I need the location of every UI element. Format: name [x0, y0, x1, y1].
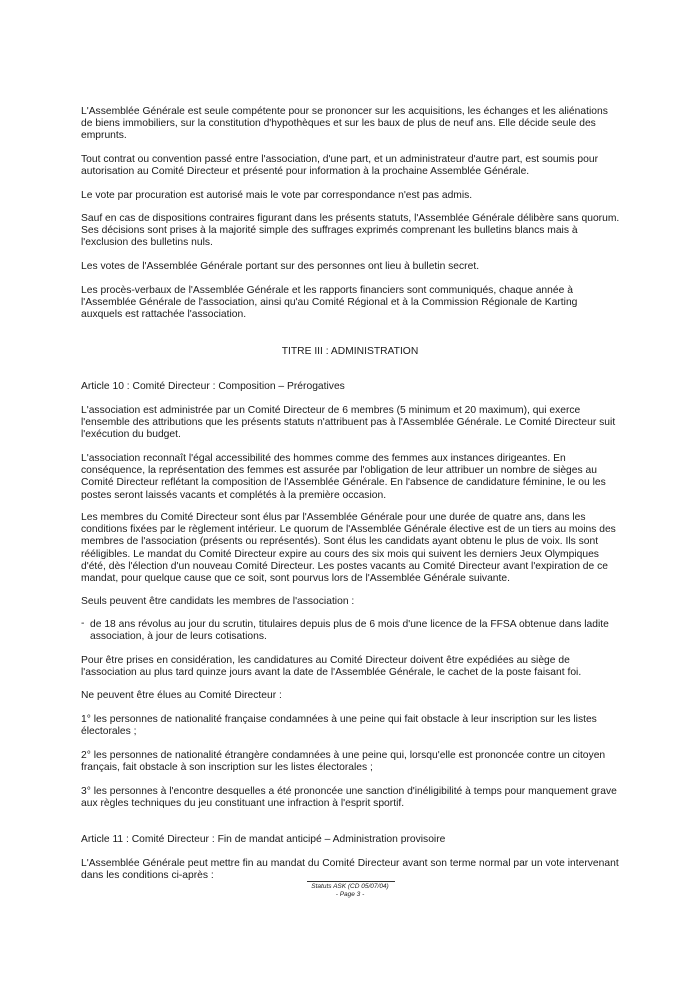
- footer-divider: [307, 881, 395, 882]
- article-11-heading: Article 11 : Comité Directeur : Fin de mandat anticipé – Administration provisoire: [81, 834, 446, 845]
- paragraph-quorum: Sauf en cas de dispositions contraires figurant dans les présents statuts, l'Assemblée Générale délibère sans quorum. Ses décisions sont prises à la majorité simple des suffrages exprimés comprenant les bulletins blancs mais à l'exclusion des bulletins nuls.: [81, 213, 620, 249]
- article-10-item-3: 3° les personnes à l'encontre desquelles a été prononcée une sanction d'inéligibilité à temps pour manquement grave aux règles techniques du jeu constituant une infraction à l'esprit sportif.: [81, 786, 617, 810]
- article-10-paragraph-election: Les membres du Comité Directeur sont élus par l'Assemblée Générale pour une durée de quatre ans, dans les conditions fixées par le règlement intérieur. Le quorum de l'Assemblée Générale élective est de un tiers au moins des membres de l'association (présents ou représentés). Sont élus les candidats ayant obtenu le plus de voix. Ils sont rééligibles. Le mandat du Comité Directeur expire au cours des six mois qui suivent les derniers Jeux Olympiques d'été, dès l'élection d'un nouveau Comité Directeur. Les postes vacants au Comité Directeur avant l'expiration de ce mandat, pour quelque cause que ce soit, sont pourvus lors de l'Assemblée Générale suivante.: [81, 512, 616, 585]
- article-10-bullet-eligibility: de 18 ans révolus au jour du scrutin, titulaires depuis plus de 6 mois d'une licence de la FFSA obtenue dans ladite association, à jour de leurs cotisations.: [90, 619, 609, 643]
- paragraph-contracts: Tout contrat ou convention passé entre l'association, d'une part, et un administrateur d'autre part, est soumis pour autorisation au Comité Directeur et présenté pour information à la prochaine Assemblée Générale.: [81, 154, 599, 178]
- bullet-marker: -: [81, 618, 85, 629]
- footer-page-number: - Page 3 -: [335, 891, 365, 898]
- article-10-paragraph-candidates: Seuls peuvent être candidats les membres de l'association :: [81, 596, 355, 607]
- article-11-paragraph-end-of-mandate: L'Assemblée Générale peut mettre fin au mandat du Comité Directeur avant son terme normal par un vote intervenant dans les conditions ci-après :: [81, 858, 619, 882]
- article-10-paragraph-administration: L'association est administrée par un Comité Directeur de 6 membres (5 minimum et 20 maximum), qui exerce l'ensemble des attributions que les présents statuts n'attribuent pas à l'Assemblée Générale. Le Comité Directeur suit l'exécution du budget.: [81, 405, 616, 441]
- article-10-item-1: 1° les personnes de nationalité française condamnées à une peine qui fait obstacle à leur inscription sur les listes électorales ;: [81, 714, 597, 738]
- paragraph-acquisitions: L'Assemblée Générale est seule compétente pour se prononcer sur les acquisitions, les échanges et les aliénations de biens immobiliers, sur la constitution d'hypothèques et sur les baux de plus de neuf ans. Elle décide seule des emprunts.: [81, 106, 608, 142]
- article-10-paragraph-equality: L'association reconnaît l'égal accessibilité des hommes comme des femmes aux instances dirigeantes. En conséquence, la représentation des femmes est assurée par l'obligation de leur attribuer un nombre de sièges au Comité Directeur reflétant la composition de l'Assemblée Générale. En l'absence de candidature féminine, le ou les postes seront laissés vacants et complétés à la première occasion.: [81, 453, 606, 501]
- article-10-paragraph-ineligible: Ne peuvent être élues au Comité Directeur :: [81, 690, 282, 701]
- paragraph-minutes: Les procès-verbaux de l'Assemblée Générale et les rapports financiers sont communiqués, chaque année à l'Assemblée Générale de l'association, ainsi qu'au Comité Régional et à la Commission Régionale de Karting auxquels est rattachée l'association.: [81, 285, 578, 321]
- paragraph-proxy-vote: Le vote par procuration est autorisé mais le vote par correspondance n'est pas admis.: [81, 190, 473, 201]
- section-title: TITRE III : ADMINISTRATION: [281, 346, 419, 357]
- article-10-item-2: 2° les personnes de nationalité étrangère condamnées à une peine qui, lorsqu'elle est prononcée contre un citoyen français, fait obstacle à son inscription sur les listes électorales ;: [81, 750, 606, 774]
- footer-doc-reference: Statuts ASK (CD 05/07/04): [311, 883, 389, 890]
- paragraph-secret-ballot: Les votes de l'Assemblée Générale portant sur des personnes ont lieu à bulletin secret.: [81, 261, 480, 272]
- article-10-heading: Article 10 : Comité Directeur : Composition – Prérogatives: [81, 381, 345, 392]
- article-10-paragraph-applications: Pour être prises en considération, les candidatures au Comité Directeur doivent être expédiées au siège de l'association au plus tard quinze jours avant la date de l'Assemblée Générale, le cachet de la poste faisant foi.: [81, 655, 582, 679]
